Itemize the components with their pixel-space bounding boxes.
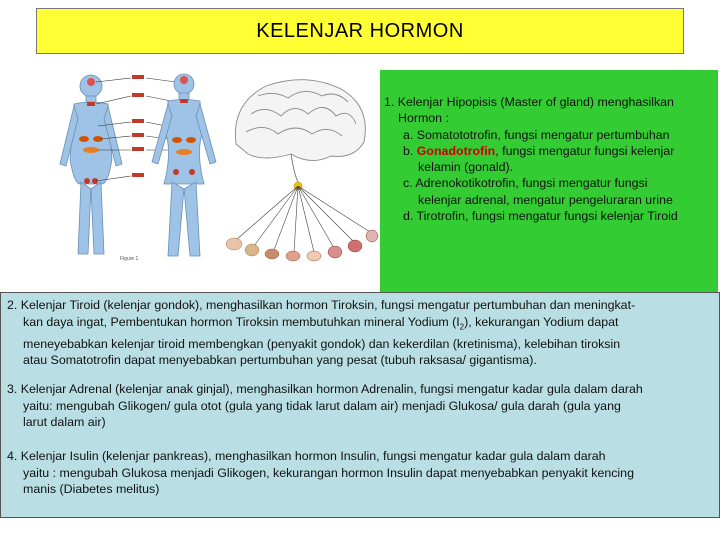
tiroid-line-2 [7, 314, 719, 336]
hipofisis-item-b-suffix: , fungsi mengatur fungsi kelenjar [495, 143, 675, 158]
endocrine-figure-svg [36, 64, 380, 268]
tiroid-line-2-pre: kan daya ingat, Pembentukan hormon Tiroksin membutuhkan mineral Yodium (I [23, 314, 460, 329]
page-title: KELENJAR HORMON [256, 19, 464, 42]
tiroid-line-2-post: ), kekurangan Yodium dapat [464, 314, 619, 329]
tiroid-line-3: meneyebabkan kelenjar tiroid membengkan (penyakit gondok) dan kekerdilan (kretinisma), kelebihan tiroksin [23, 336, 621, 351]
tiroid-line-4: atau Somatotrofin dapat menyebabkan pertumbuhan yang pesat (tubuh raksasa/ gigantisma). [23, 353, 537, 368]
hipofisis-item-c-cont: kelenjar adrenal, mengatur pengeluraran urine [418, 192, 673, 207]
insulin-line-1: 4. Kelenjar Isulin (kelenjar pankreas), menghasilkan hormon Insulin, fungsi mengatur kadar gula dalam darah [7, 449, 606, 463]
target-organ-icons [226, 230, 378, 261]
gland-label-marks [132, 75, 144, 177]
tiroid-paragraph [7, 297, 719, 369]
iodine-subscript: 2 [459, 322, 465, 332]
insulin-line-2: yaitu : mengubah Glukosa menjadi Glikogen, kekurangan hormon Insulin dapat menyebabkan penyakit kencing [23, 465, 634, 480]
hormone-info-panel [0, 292, 720, 518]
endocrine-illustration [36, 64, 380, 268]
hipofisis-item-b-cont: kelamin (gonald). [418, 160, 514, 175]
insulin-line-3: manis (Diabetes melitus) [23, 482, 160, 497]
gonadotrofin-highlight: Gonadotrofin [416, 143, 496, 158]
adrenal-line-1: 3. Kelenjar Adrenal (kelenjar anak ginjal), menghasilkan hormon Adrenalin, fungsi mengatur kadar gula dalam darah [7, 382, 643, 396]
adrenal-line-3: larut dalam air) [23, 415, 106, 430]
hipofisis-hormon-label: Hormon : [398, 111, 449, 126]
hipofisis-item-d: d. Tirotrofin, fungsi mengatur fungsi kelenjar Tiroid [403, 209, 678, 224]
title-banner [36, 8, 684, 54]
hipofisis-item-c: c. Adrenokotikotrofin, fungsi mengatur fungsi [403, 176, 648, 191]
tiroid-line-1: 2. Kelenjar Tiroid (kelenjar gondok), menghasilkan hormon Tiroksin, fungsi mengatur pertumbuhan dan meningkat- [7, 298, 636, 312]
adrenal-line-2: yaitu: mengubah Glikogen/ gula otot (gula yang tidak larut dalam air) menjadi Glukosa/ gula darah (gula yang [23, 398, 621, 413]
adrenal-paragraph [7, 381, 719, 431]
male-body-figure [60, 75, 122, 254]
hipofisis-item-b [384, 143, 718, 159]
hipofisis-item-a: a. Somatototrofin, fungsi mengatur pertumbuhan [403, 127, 670, 142]
hipofisis-heading: 1. Kelenjar Hipopisis (Master of gland) menghasilkan [384, 95, 674, 109]
figure-caption: Figure 1 [120, 256, 139, 262]
hipofisis-text [384, 94, 718, 224]
hipofisis-item-b-prefix: b. [403, 143, 417, 158]
insulin-paragraph [7, 448, 719, 498]
brain-illustration [235, 80, 365, 182]
